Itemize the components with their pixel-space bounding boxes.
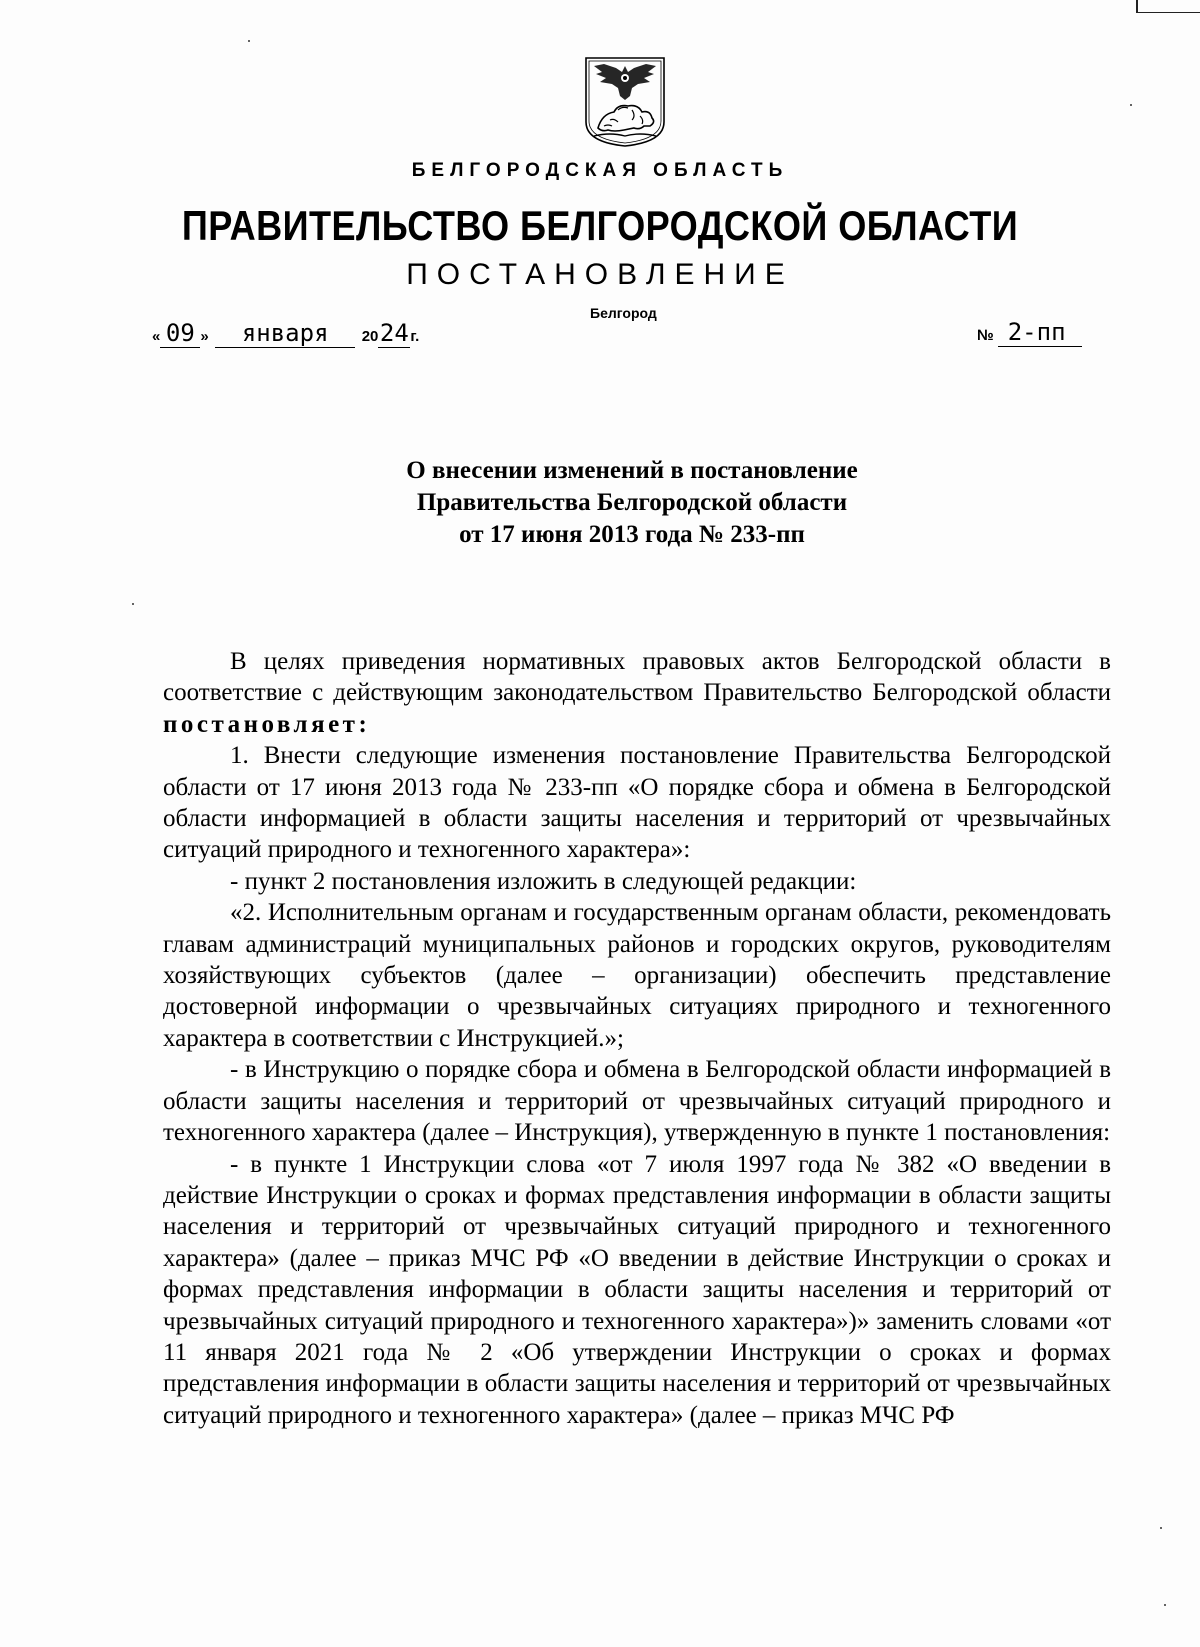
body-paragraph: - в Инструкцию о порядке сбора и обмена в Белгородской области информацией в области защиты населения и территорий от чрезвычайных ситуаций природного и техногенного характера (далее – Инструкция), утвержденную в пункте 1 постановления: <box>163 1056 1111 1147</box>
scan-speck <box>1130 104 1132 106</box>
subject-line: О внесении изменений в постановление <box>406 457 858 484</box>
date-month: января <box>215 319 355 348</box>
decree-word: постановляет: <box>163 710 371 738</box>
document-body <box>163 646 1111 1431</box>
body-paragraph: 1. Внести следующие изменения постановление Правительства Белгородской области от 17 июня 2013 года № 233-пп «О порядке сбора и обмена в Белгородской области информацией в области защиты населения и территорий от чрезвычайных ситуаций природного и техногенного характера»: <box>163 742 1111 864</box>
body-paragraph: - в пункте 1 Инструкции слова «от 7 июля 1997 года № 382 «О введении в действие Инструкции о сроках и формах представления информации в области защиты населения и территорий от чрезвычайных ситуаций природного и техногенного характера» (далее – приказ МЧС РФ «О введении в действие Инструкции о сроках и формах представления информации в области защиты населения и территорий от чрезвычайных ситуаций природного и техногенного характера»)» заменить словами «от 11 января 2021 года № 2 «Об утверждении Инструкции о сроках и формах представления информации в области защиты населения и территорий от чрезвычайных ситуаций природного и техногенного характера» (далее – приказ МЧС РФ <box>163 1150 1111 1429</box>
body-paragraph: «2. Исполнительным органам и государственным органам области, рекомендовать главам администраций муниципальных районов и городских округов, руководителям хозяйствующих субъектов (далее – организации) обеспечить представление достоверной информации о чрезвычайных ситуациях природного и техногенного характера в соответствии с Инструкцией.»; <box>163 899 1111 1052</box>
preamble-text: В целях приведения нормативных правовых актов Белгородской области в соответствие с действующим законодательством Правительство Белгородской области <box>163 648 1111 707</box>
date-close-quote: » <box>200 328 209 345</box>
region-name: БЕЛГОРОДСКАЯ ОБЛАСТЬ <box>411 160 789 181</box>
date-open-quote: « <box>152 328 161 345</box>
document-type: ПОСТАНОВЛЕНИЕ <box>406 258 794 291</box>
scan-edge-mark <box>1136 0 1200 13</box>
scan-speck <box>1160 1527 1162 1529</box>
date-year-unit: г. <box>410 328 420 345</box>
body-paragraph <box>163 646 1111 740</box>
city-name: Белгород <box>590 305 657 321</box>
document-date <box>152 318 419 348</box>
subject-line: Правительства Белгородской области <box>416 489 848 516</box>
number-label: № <box>977 327 994 344</box>
belgorod-coat-of-arms-icon <box>584 56 666 148</box>
government-title: ПРАВИТЕЛЬСТВО БЕЛГОРОДСКОЙ ОБЛАСТИ <box>181 202 1019 249</box>
document-number <box>977 318 1082 347</box>
scan-speck <box>132 603 134 605</box>
document-subject <box>0 455 1200 551</box>
scan-speck <box>1164 1604 1166 1606</box>
scan-speck <box>248 40 250 42</box>
subject-line: от 17 июня 2013 года № 233-пп <box>459 521 805 548</box>
number-value: 2-пп <box>998 318 1082 347</box>
body-paragraph: - пункт 2 постановления изложить в следующей редакции: <box>230 867 857 895</box>
date-year-suffix: 24 <box>379 319 409 347</box>
date-day: 09 <box>160 319 200 348</box>
date-year-prefix: 20 <box>361 328 379 345</box>
